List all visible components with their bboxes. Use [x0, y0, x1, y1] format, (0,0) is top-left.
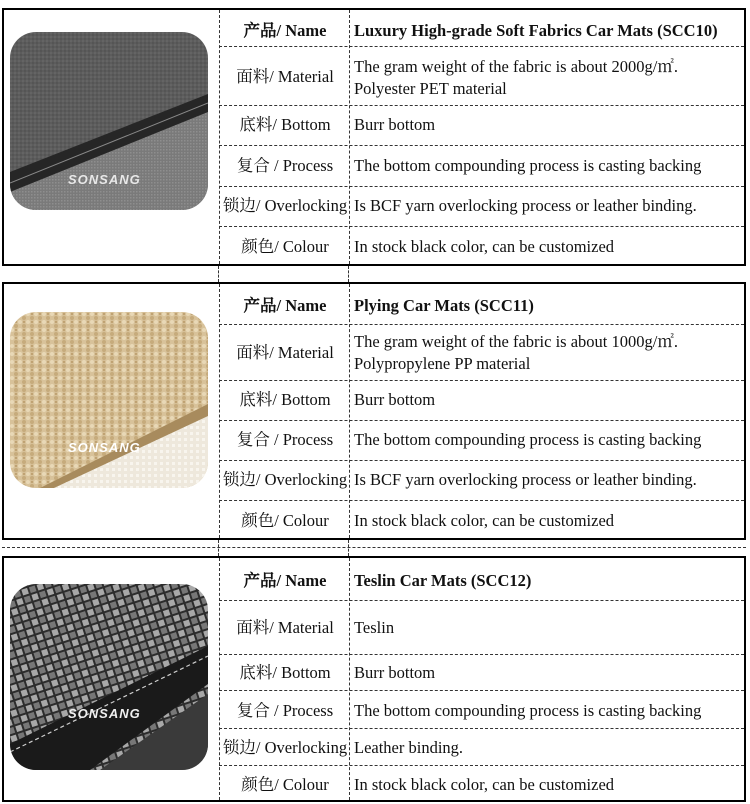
row-label-overlocking: 锁边/ Overlocking: [222, 196, 348, 215]
material-value: The gram weight of the fabric is about 1000g/㎡.: [354, 332, 678, 351]
product-photo-weave: [10, 584, 208, 770]
row-label-bottom: 底料/ Bottom: [239, 390, 331, 409]
row-label-process: 复合 / Process: [236, 430, 334, 449]
row-label-process: 复合 / Process: [236, 701, 334, 720]
overlocking-value: Is BCF yarn overlocking process or leather binding.: [354, 470, 697, 489]
colour-value: In stock black color, can be customized: [354, 237, 615, 256]
row-label-name: 产品/ Name: [243, 571, 327, 590]
colour-value: In stock black color, can be customized: [354, 775, 615, 794]
colour-value: In stock black color, can be customized: [354, 511, 615, 530]
product-name: Plying Car Mats (SCC11): [354, 296, 534, 315]
process-value: The bottom compounding process is casting backing: [354, 156, 702, 175]
product-card-scc12: [2, 556, 746, 802]
material-value: The gram weight of the fabric is about 2000g/㎡.: [354, 57, 678, 76]
process-value: The bottom compounding process is casting backing: [354, 701, 702, 720]
product-card-scc11: [2, 282, 746, 540]
row-label-overlocking: 锁边/ Overlocking: [222, 738, 348, 757]
product-name: Luxury High-grade Soft Fabrics Car Mats (SCC10): [354, 21, 718, 40]
row-label-material: 面料/ Material: [236, 618, 334, 637]
product-photo-felt: [10, 32, 208, 210]
row-label-colour: 颜色/ Colour: [241, 511, 329, 530]
material-value-line2: Polypropylene PP material: [354, 354, 531, 373]
bottom-value: Burr bottom: [354, 115, 436, 134]
row-label-material: 面料/ Material: [236, 67, 334, 86]
material-value-line2: Polyester PET material: [354, 79, 507, 98]
row-label-process: 复合 / Process: [236, 156, 334, 175]
product-name: Teslin Car Mats (SCC12): [354, 571, 532, 590]
process-value: The bottom compounding process is casting backing: [354, 430, 702, 449]
product-card-scc10: [2, 8, 746, 266]
product-photo-loop: [10, 312, 208, 488]
brand-watermark: SONSANG: [68, 440, 141, 455]
overlocking-value: Is BCF yarn overlocking process or leather binding.: [354, 196, 697, 215]
row-label-bottom: 底料/ Bottom: [239, 115, 331, 134]
row-label-bottom: 底料/ Bottom: [239, 663, 331, 682]
row-label-overlocking: 锁边/ Overlocking: [222, 470, 348, 489]
brand-watermark: SONSANG: [68, 172, 141, 187]
material-value: Teslin: [354, 618, 395, 637]
row-label-colour: 颜色/ Colour: [241, 775, 329, 794]
row-label-name: 产品/ Name: [243, 296, 327, 315]
bottom-value: Burr bottom: [354, 390, 436, 409]
row-label-material: 面料/ Material: [236, 343, 334, 362]
bottom-value: Burr bottom: [354, 663, 436, 682]
brand-watermark: SONSANG: [68, 706, 141, 721]
row-label-colour: 颜色/ Colour: [241, 237, 329, 256]
row-label-name: 产品/ Name: [243, 21, 327, 40]
overlocking-value: Leather binding.: [354, 738, 464, 757]
